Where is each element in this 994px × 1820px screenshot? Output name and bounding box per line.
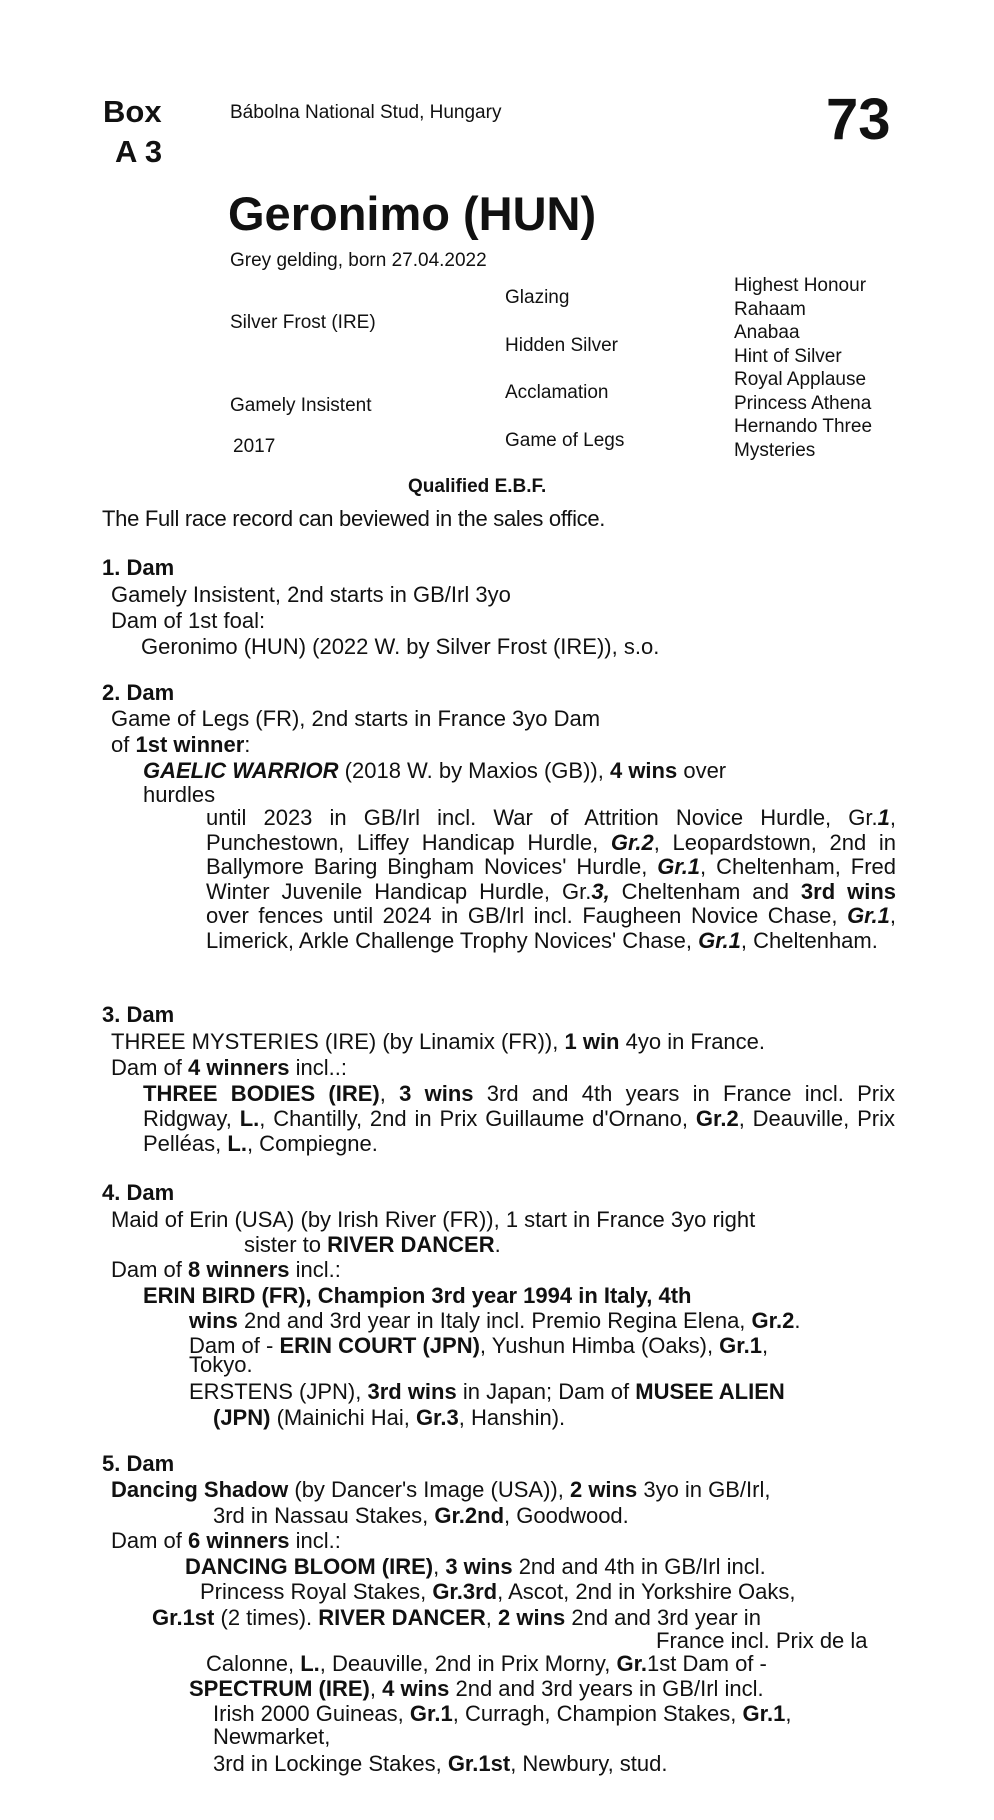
horse-description: Grey gelding, born 27.04.2022: [230, 250, 487, 271]
dam4-line: Dam of - ERIN COURT (JPN), Yushun Himba (Oaks), Gr.1,: [189, 1333, 769, 1358]
pedigree-dam-year: 2017: [233, 436, 276, 457]
qualified-note: Qualified E.B.F.: [408, 476, 547, 497]
pedigree-dam: Gamely Insistent: [230, 395, 372, 416]
dam4-line: Tokyo.: [189, 1352, 253, 1377]
dam2-line: hurdles: [143, 782, 216, 807]
lot-number: 73: [826, 87, 891, 152]
pedigree-grandparent: Glazing: [505, 287, 570, 308]
dam5-line: Irish 2000 Guineas, Gr.1, Curragh, Champion Stakes, Gr.1,: [213, 1701, 792, 1726]
dam4-heading: 4. Dam: [102, 1180, 175, 1205]
dam1-line: Gamely Insistent, 2nd starts in GB/Irl 3yo: [111, 582, 511, 607]
box-number: A 3: [115, 134, 163, 169]
dam3-line: THREE MYSTERIES (IRE) (by Linamix (FR)), 1 win 4yo in France.: [111, 1029, 766, 1054]
dam3-produce: THREE BODIES (IRE), 3 wins 3rd and 4th years in France incl. Prix Ridgway, L., Chantilly, 2nd in Prix Guillaume d'Ornano, Gr.2, Deauville, Prix Pelléas, L., Compiegne.: [143, 1081, 896, 1156]
pedigree-great-grandparent: Mysteries: [734, 439, 816, 461]
consignor: Bábolna National Stud, Hungary: [230, 102, 502, 123]
dam5-line: Dancing Shadow (by Dancer's Image (USA)), 2 wins 3yo in GB/Irl,: [111, 1477, 771, 1502]
pedigree-great-grandparents: [734, 274, 872, 462]
pedigree-grandparent: Game of Legs: [505, 430, 625, 451]
dam5-produce: DANCING BLOOM (IRE), 3 wins 2nd and 4th in GB/Irl incl.: [185, 1554, 766, 1579]
dam2-produce: GAELIC WARRIOR (2018 W. by Maxios (GB)), 4 wins over: [143, 758, 727, 783]
pedigree-great-grandparent: Highest Honour: [734, 275, 867, 296]
dam5-line: France incl. Prix de la: [656, 1628, 868, 1653]
dam5-line: Princess Royal Stakes, Gr.3rd, Ascot, 2nd in Yorkshire Oaks,: [200, 1579, 796, 1604]
pedigree-grandparent: Hidden Silver: [505, 335, 618, 356]
dam4-line: Dam of 8 winners incl.:: [111, 1257, 341, 1282]
dam2-heading: 2. Dam: [102, 680, 175, 705]
dam4-line: (JPN) (Mainichi Hai, Gr.3, Hanshin).: [213, 1405, 566, 1430]
dam4-line: wins 2nd and 3rd year in Italy incl. Premio Regina Elena, Gr.2.: [189, 1308, 801, 1333]
dam1-line: Dam of 1st foal:: [111, 608, 266, 633]
pedigree-great-grandparent: Princess Athena: [734, 392, 872, 414]
sales-office-note: The Full race record can beviewed in the sales office.: [102, 506, 606, 531]
horse-name: Geronimo (HUN): [228, 187, 597, 240]
dam4-line: sister to RIVER DANCER.: [244, 1232, 501, 1257]
dam5-line: 3rd in Nassau Stakes, Gr.2nd, Goodwood.: [213, 1503, 629, 1528]
pedigree-sire: Silver Frost (IRE): [230, 312, 376, 333]
dam1-heading: 1. Dam: [102, 555, 175, 580]
pedigree-great-grandparent: Anabaa: [734, 322, 800, 343]
dam2-record: until 2023 in GB/Irl incl. War of Attrition Novice Hurdle, Gr.1, Punchestown, Liffey Handicap Hurdle, Gr.2, Leopardstown, 2nd in Ballymore Baring Bingham Novices' Hurdle, Gr.1, Cheltenham, Fred Winter Juvenile Handicap Hurdle, Gr.3, Cheltenham and 3rd wins over fences until 2024 in GB/Irl incl. Faugheen Novice Chase, Gr.1, Limerick, Arkle Challenge Trophy Novices' Chase, Gr.1, Cheltenham.: [206, 805, 896, 953]
dam4-produce: ERIN BIRD (FR), Champion 3rd year 1994 in Italy, 4th: [143, 1283, 692, 1308]
dam5-produce: SPECTRUM (IRE), 4 wins 2nd and 3rd years in GB/Irl incl.: [189, 1676, 764, 1701]
pedigree-great-grandparent: Hernando Three: [734, 416, 873, 437]
dam5-line: Calonne, L., Deauville, 2nd in Prix Morny, Gr.1st Dam of -: [206, 1651, 767, 1676]
dam4-line: Maid of Erin (USA) (by Irish River (FR)), 1 start in France 3yo right: [111, 1207, 756, 1232]
dam5-line: Dam of 6 winners incl.:: [111, 1528, 341, 1553]
dam1-foal: Geronimo (HUN) (2022 W. by Silver Frost (IRE)), s.o.: [141, 634, 660, 659]
dam5-line: Newmarket,: [213, 1724, 331, 1749]
dam5-heading: 5. Dam: [102, 1451, 175, 1476]
dam2-line: Game of Legs (FR), 2nd starts in France 3yo Dam: [111, 706, 601, 731]
dam3-heading: 3. Dam: [102, 1002, 175, 1027]
dam2-line: of 1st winner:: [111, 732, 251, 757]
box-label: Box: [103, 94, 162, 129]
dam5-line: 3rd in Lockinge Stakes, Gr.1st, Newbury, stud.: [213, 1751, 668, 1776]
dam5-line: Gr.1st (2 times). RIVER DANCER, 2 wins 2nd and 3rd year in: [152, 1605, 761, 1630]
dam3-line: Dam of 4 winners incl..:: [111, 1055, 347, 1080]
pedigree-great-grandparent: Rahaam: [734, 298, 806, 320]
pedigree-grandparent: Acclamation: [505, 382, 609, 403]
pedigree-great-grandparent: Royal Applause: [734, 369, 867, 390]
pedigree-great-grandparent: Hint of Silver: [734, 345, 842, 367]
dam4-line: ERSTENS (JPN), 3rd wins in Japan; Dam of MUSEE ALIEN: [189, 1379, 785, 1404]
